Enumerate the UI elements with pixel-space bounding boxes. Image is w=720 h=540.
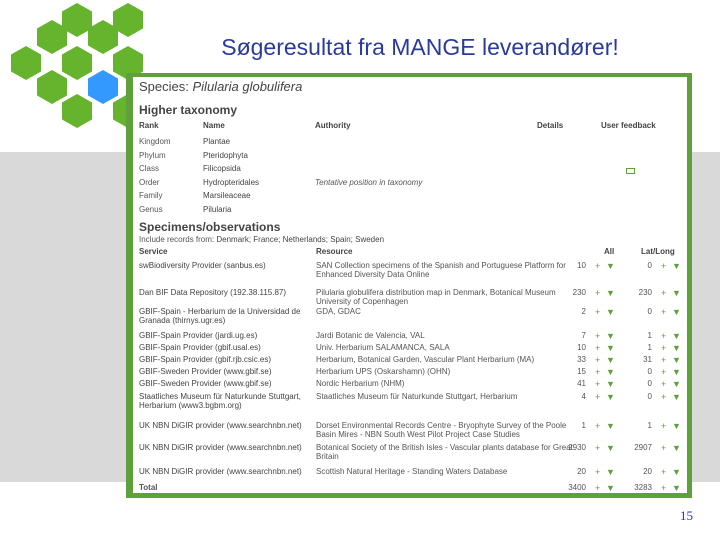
taxonomy-rank: Genus — [139, 204, 163, 214]
specimens-heading: Specimens/observations — [139, 220, 281, 234]
down-arrow-icon[interactable]: ▼ — [606, 443, 615, 453]
column-header: All — [604, 247, 615, 256]
total-latlong: 3283 — [634, 483, 652, 492]
down-arrow-icon[interactable]: ▼ — [672, 261, 681, 271]
plus-icon[interactable]: + — [661, 467, 667, 477]
count-latlong: 31 — [643, 355, 652, 364]
taxonomy-rank: Class — [139, 164, 160, 173]
column-header: Authority — [315, 121, 351, 130]
plus-icon[interactable]: + — [595, 467, 601, 477]
taxonomy-name[interactable]: Plantae — [203, 137, 231, 146]
down-arrow-icon[interactable]: ▼ — [672, 443, 681, 453]
down-arrow-icon[interactable]: ▼ — [606, 467, 615, 477]
count-latlong: 0 — [647, 392, 652, 401]
hexagon-shape — [62, 46, 92, 80]
service-link[interactable]: UK NBN DiGIR provider (www.searchnbn.net) — [139, 421, 302, 430]
down-arrow-icon[interactable]: ▼ — [672, 467, 681, 477]
plus-icon[interactable]: + — [661, 392, 667, 402]
resource-name: Botanical Society of the British Isles - Vascular plants database for Great Britain — [316, 443, 573, 461]
count-all: 2930 — [568, 443, 586, 452]
count-latlong: 230 — [638, 288, 652, 297]
down-arrow-icon[interactable]: ▼ — [606, 307, 615, 317]
count-all: 10 — [577, 343, 586, 352]
plus-icon[interactable]: + — [595, 331, 601, 341]
service-link[interactable]: GBIF-Sweden Provider (www.gbif.se) — [139, 367, 272, 376]
down-arrow-icon[interactable]: ▼ — [672, 307, 681, 317]
resource-name: Jardi Botanic de Valencia, VAL — [316, 331, 425, 340]
slide-title: Søgeresultat fra MANGE leverandører! — [221, 34, 619, 60]
service-link[interactable]: GBIF-Spain Provider (gbif.rjb.csic.es) — [139, 355, 272, 364]
hexagon-shape — [37, 70, 67, 104]
species-name: Pilularia globulifera — [192, 79, 303, 94]
plus-icon[interactable]: + — [661, 367, 667, 377]
envelope-icon[interactable] — [626, 168, 635, 174]
plus-icon[interactable]: + — [661, 483, 667, 493]
specimen-row — [133, 392, 687, 412]
plus-icon[interactable]: + — [595, 443, 601, 453]
taxonomy-row — [133, 151, 687, 164]
count-all: 7 — [581, 331, 586, 340]
down-arrow-icon[interactable]: ▼ — [672, 367, 681, 377]
count-all: 230 — [572, 288, 586, 297]
specimen-row — [133, 261, 687, 281]
service-link[interactable]: GBIF-Sweden Provider (www.gbif.se) — [139, 379, 272, 388]
count-latlong: 0 — [647, 379, 652, 388]
down-arrow-icon[interactable]: ▼ — [606, 355, 615, 365]
higher-taxonomy-heading: Higher taxonomy — [139, 103, 238, 117]
taxonomy-rank: Phylum — [139, 150, 166, 160]
taxonomy-header-row — [133, 121, 687, 134]
taxonomy-row — [133, 191, 687, 204]
column-header: Lat/Long — [641, 247, 675, 256]
down-arrow-icon[interactable]: ▼ — [606, 331, 615, 341]
resource-name: Nordic Herbarium (NHM) — [316, 379, 405, 388]
service-link[interactable]: Dan BIF Data Repository (192.38.115.87) — [139, 288, 287, 297]
column-header: Resource — [316, 247, 353, 256]
specimen-row — [133, 288, 687, 308]
service-link[interactable]: UK NBN DiGIR provider (www.searchnbn.net) — [139, 443, 302, 452]
plus-icon[interactable]: + — [661, 307, 667, 317]
hexagon-shape — [11, 46, 41, 80]
resource-name: Herbarium UPS (Oskarshamn) (OHN) — [316, 367, 451, 376]
count-latlong: 2907 — [634, 443, 652, 452]
resource-name: GDA, GDAC — [316, 307, 361, 316]
down-arrow-icon[interactable]: ▼ — [606, 392, 615, 402]
taxonomy-name[interactable]: Hydropteridales — [203, 177, 260, 187]
down-arrow-icon[interactable]: ▼ — [672, 343, 681, 353]
taxonomy-rank: Family — [139, 191, 163, 200]
down-arrow-icon[interactable]: ▼ — [606, 379, 615, 389]
count-all: 20 — [577, 467, 586, 476]
plus-icon[interactable]: + — [595, 355, 601, 365]
plus-icon[interactable]: + — [661, 331, 667, 341]
count-all: 2 — [581, 307, 586, 316]
taxonomy-name[interactable]: Marsileaceae — [203, 191, 251, 200]
resource-name: Pilularia globulifera distribution map in Denmark, Botanical Museum University of Copenhagen — [316, 288, 556, 306]
count-latlong: 1 — [647, 331, 652, 340]
down-arrow-icon[interactable]: ▼ — [606, 483, 615, 493]
page-number: 15 — [680, 508, 693, 523]
taxonomy-rank: Order — [139, 177, 160, 187]
down-arrow-icon[interactable]: ▼ — [672, 288, 681, 298]
down-arrow-icon[interactable]: ▼ — [606, 367, 615, 377]
taxonomy-row — [133, 164, 687, 177]
down-arrow-icon[interactable]: ▼ — [672, 483, 681, 493]
hexagon-shape — [62, 94, 92, 128]
plus-icon[interactable]: + — [595, 421, 601, 431]
total-all: 3400 — [568, 483, 586, 492]
specimen-row — [133, 443, 687, 463]
plus-icon[interactable]: + — [595, 288, 601, 298]
resource-name: Scottish Natural Heritage - Standing Waters Database — [316, 467, 508, 476]
down-arrow-icon[interactable]: ▼ — [606, 261, 615, 271]
taxonomy-row — [133, 137, 687, 150]
species-label: Species: — [139, 79, 189, 94]
plus-icon[interactable]: + — [661, 355, 667, 365]
plus-icon[interactable]: + — [595, 343, 601, 353]
column-header: Rank — [139, 121, 159, 130]
service-link[interactable]: GBIF-Spain Provider (gbif.usal.es) — [139, 343, 261, 352]
down-arrow-icon[interactable]: ▼ — [606, 288, 615, 298]
service-link[interactable]: Staatliches Museum für Naturkunde Stuttgart, Herbarium (www3.bgbm.org) — [139, 392, 301, 410]
count-latlong: 20 — [643, 467, 652, 476]
plus-icon[interactable]: + — [595, 261, 601, 271]
taxonomy-name[interactable]: Filicopsida — [203, 164, 241, 173]
count-latlong: 0 — [647, 261, 652, 270]
count-all: 33 — [577, 355, 586, 364]
count-all: 1 — [581, 421, 586, 430]
down-arrow-icon[interactable]: ▼ — [672, 379, 681, 389]
service-link[interactable]: GBIF-Spain Provider (jardi.ug.es) — [139, 331, 258, 340]
plus-icon[interactable]: + — [661, 421, 667, 431]
plus-icon[interactable]: + — [595, 392, 601, 402]
plus-icon[interactable]: + — [661, 261, 667, 271]
plus-icon[interactable]: + — [595, 367, 601, 377]
resource-name: Dorset Environmental Records Centre - Bryophyte Survey of the Poole Basin Mires - NBN South West Pilot Project Case Studies — [316, 421, 567, 439]
total-row — [133, 483, 687, 493]
count-all: 4 — [581, 392, 586, 401]
species-title — [139, 79, 302, 94]
down-arrow-icon[interactable]: ▼ — [672, 331, 681, 341]
resource-name: Herbarium, Botanical Garden, Vascular Plant Herbarium (MA) — [316, 355, 535, 364]
taxonomy-name[interactable]: Pilularia — [203, 204, 232, 214]
resource-name: Staatliches Museum für Naturkunde Stuttgart, Herbarium — [316, 392, 518, 401]
down-arrow-icon[interactable]: ▼ — [672, 355, 681, 365]
plus-icon[interactable]: + — [661, 443, 667, 453]
column-header: Name — [203, 121, 225, 130]
total-label: Total — [139, 483, 158, 492]
taxonomy-row — [133, 205, 687, 218]
specimen-row — [133, 421, 687, 441]
resource-name: Univ. Herbarium SALAMANCA, SALA — [316, 343, 450, 352]
include-records — [139, 235, 384, 244]
plus-icon[interactable]: + — [661, 379, 667, 389]
down-arrow-icon[interactable]: ▼ — [672, 392, 681, 402]
column-header: User feedback — [601, 121, 656, 130]
taxonomy-name[interactable]: Pteridophyta — [203, 150, 248, 160]
plus-icon[interactable]: + — [661, 288, 667, 298]
include-records-label: Include records from: — [139, 235, 215, 244]
plus-icon[interactable]: + — [595, 483, 601, 493]
service-link[interactable]: GBIF-Spain - Herbarium de la Universidad de Granada (thirnys.ugr.es) — [139, 307, 301, 325]
plus-icon[interactable]: + — [595, 379, 601, 389]
plus-icon[interactable]: + — [661, 343, 667, 353]
service-link[interactable]: swBiodiversity Provider (sanbus.es) — [139, 261, 266, 270]
count-latlong: 0 — [647, 307, 652, 316]
search-result-panel — [133, 77, 687, 493]
down-arrow-icon[interactable]: ▼ — [672, 421, 681, 431]
service-link[interactable]: UK NBN DiGIR provider (www.searchnbn.net) — [139, 467, 302, 476]
count-all: 41 — [577, 379, 586, 388]
specimen-row — [133, 307, 687, 327]
taxonomy-authority: Tentative position in taxonomy — [315, 177, 423, 187]
count-latlong: 0 — [647, 367, 652, 376]
plus-icon[interactable]: + — [595, 307, 601, 317]
column-header: Details — [537, 121, 564, 130]
column-header: Service — [139, 247, 168, 256]
count-latlong: 1 — [647, 421, 652, 430]
include-records-countries[interactable]: Denmark; France; Netherlands; Spain; Sweden — [216, 235, 385, 244]
resource-name: SAN Collection specimens of the Spanish and Portuguese Platform for Enhanced Diversity Data Online — [316, 261, 566, 279]
count-latlong: 1 — [647, 343, 652, 352]
down-arrow-icon[interactable]: ▼ — [606, 343, 615, 353]
taxonomy-rank: Kingdom — [139, 137, 171, 146]
down-arrow-icon[interactable]: ▼ — [606, 421, 615, 431]
taxonomy-row — [133, 178, 687, 191]
count-all: 15 — [577, 367, 586, 376]
specimens-header-row — [133, 247, 687, 257]
hexagon-shape — [88, 70, 118, 104]
count-all: 10 — [577, 261, 586, 270]
